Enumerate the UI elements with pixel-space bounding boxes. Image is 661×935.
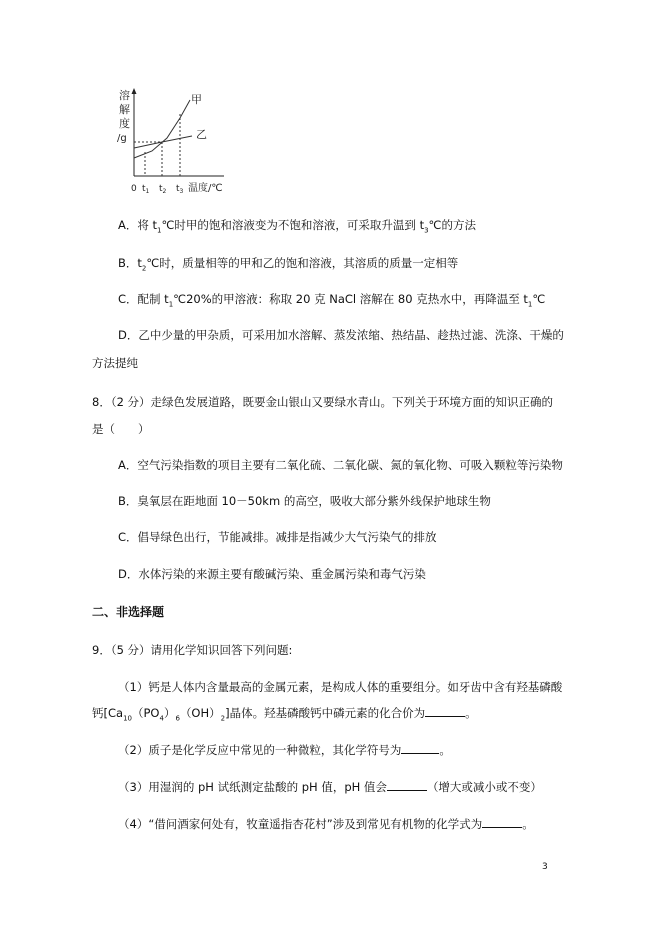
q7-a-p1: A．将 t xyxy=(118,218,158,232)
q7-c-p3: ℃ xyxy=(532,292,546,306)
q9-formula-sub3: 6 xyxy=(175,714,180,723)
q7-a-s1: 1 xyxy=(157,226,162,235)
solubility-figure xyxy=(112,88,242,198)
q7-a-s2: 3 xyxy=(424,226,429,235)
q8-option-d: D．水体污染的来源主要有酸碱污染、重金属污染和毒气污染 xyxy=(118,567,426,581)
q7-a-p2: ℃时甲的饱和溶液变为不饱和溶液，可采取升温到 t xyxy=(161,218,425,232)
q8-option-a: A．空气污染指数的项目主要有二氧化硫、二氧化碳、氮的氧化物、可吸入颗粒等污染物 xyxy=(118,458,563,472)
q9-part1-end: 。 xyxy=(465,706,477,720)
q9-stem: 9．（5 分）请用化学知识回答下列问题: xyxy=(92,643,293,657)
tick-t2-main: t xyxy=(159,184,163,194)
q7-a-p3: ℃的方法 xyxy=(428,218,476,232)
ylabel-unit: /g xyxy=(117,133,127,144)
q7-b-p2: ℃时，质量相等的甲和乙的饱和溶液，其溶质的质量一定相等 xyxy=(146,256,459,270)
ylabel-char-2: 解 xyxy=(119,103,130,116)
answer-blank-2[interactable] xyxy=(401,743,439,754)
q9-part4-text: （4）“借问酒家何处有，牧童遥指杏花村”涉及到常见有机物的化学式为 xyxy=(118,817,483,831)
ylabel-char-1: 溶 xyxy=(119,89,130,102)
tick-t1 xyxy=(142,184,150,195)
q7-c-s1: 1 xyxy=(168,300,174,309)
q7-option-d-line2: 方法提纯 xyxy=(92,356,138,370)
q9-part2-text: （2）质子是化学反应中常见的一种微粒，其化学符号为 xyxy=(118,743,402,757)
curve-jia xyxy=(134,100,190,158)
q9-formula-c: ） xyxy=(163,706,176,720)
q7-option-b xyxy=(118,256,459,273)
q7-c-p1: C．配制 t xyxy=(118,292,169,306)
tick-t3 xyxy=(176,184,184,195)
q8-stem-line2: 是（ ） xyxy=(92,422,150,436)
q9-part2-end: 。 xyxy=(439,743,451,757)
solubility-chart xyxy=(112,88,242,198)
answer-blank-3[interactable] xyxy=(387,780,427,791)
tick-t3-sub: 3 xyxy=(179,188,184,195)
q8-option-b: B．臭氧层在距地面 10－50km 的高空，吸收大部分紫外线保护地球生物 xyxy=(118,494,491,508)
tick-t2-sub: 2 xyxy=(162,188,167,195)
q7-c-p2: ℃20%的甲溶液：称取 20 克 NaCl 溶解在 80 克热水中，再降温至 t xyxy=(173,292,528,306)
tick-origin: 0 xyxy=(131,184,137,194)
page-number: 3 xyxy=(542,862,548,872)
q9-part4-end: 。 xyxy=(522,817,534,831)
q9-part3-end: （增大或减小或不变） xyxy=(426,780,542,794)
q9-formula-d: （OH） xyxy=(179,706,221,720)
q9-formula-a: 钙[Ca xyxy=(92,706,124,720)
q9-part3-text: （3）用湿润的 pH 试纸测定盐酸的 pH 值，pH 值会 xyxy=(118,780,387,794)
answer-blank-1[interactable] xyxy=(425,706,465,717)
q9-part1-line1: （1）钙是人体内含量最高的金属元素，是构成人体的重要组分。如牙齿中含有羟基磷酸 xyxy=(118,680,563,694)
answer-blank-4[interactable] xyxy=(482,817,522,828)
ylabel-char-3: 度 xyxy=(119,117,130,130)
tick-t1-main: t xyxy=(142,184,146,194)
tick-t2 xyxy=(159,184,167,195)
q8-option-c: C．倡导绿色出行，节能减排。减排是指减少大气污染气的排放 xyxy=(118,530,437,544)
q9-part2 xyxy=(118,743,451,757)
q7-b-p1: B．t xyxy=(118,256,142,270)
y-axis-arrow xyxy=(132,88,137,94)
q9-formula-sub4: 2 xyxy=(220,714,226,723)
xlabel: 温度/℃ xyxy=(188,183,223,194)
series-label-yi: 乙 xyxy=(196,128,207,141)
q9-formula-b: （PO xyxy=(132,706,160,720)
q9-part1-line2 xyxy=(92,706,477,723)
q7-c-s2: 1 xyxy=(527,300,533,309)
q7-b-s1: 2 xyxy=(141,264,147,273)
q9-formula-e: ]晶体。羟基磷酸钙中磷元素的化合价为 xyxy=(225,706,426,720)
section-heading: 二、非选择题 xyxy=(92,605,165,619)
q9-part3 xyxy=(118,780,542,794)
q9-formula-sub2: 4 xyxy=(159,714,164,723)
q9-part4 xyxy=(118,817,534,831)
q7-option-c xyxy=(118,292,546,309)
tick-t1-sub: 1 xyxy=(145,188,150,195)
q7-option-d-line1: D．乙中少量的甲杂质，可采用加水溶解、蒸发浓缩、热结晶、趁热过滤、洗涤、干燥的 xyxy=(118,328,564,342)
tick-t3-main: t xyxy=(176,184,180,194)
series-label-jia: 甲 xyxy=(191,93,202,106)
q7-option-a xyxy=(118,218,476,235)
q9-formula-sub1: 10 xyxy=(123,714,132,723)
q8-stem-line1: 8．（2 分）走绿色发展道路，既要金山银山又要绿水青山。下列关于环境方面的知识正确的 xyxy=(92,395,554,409)
